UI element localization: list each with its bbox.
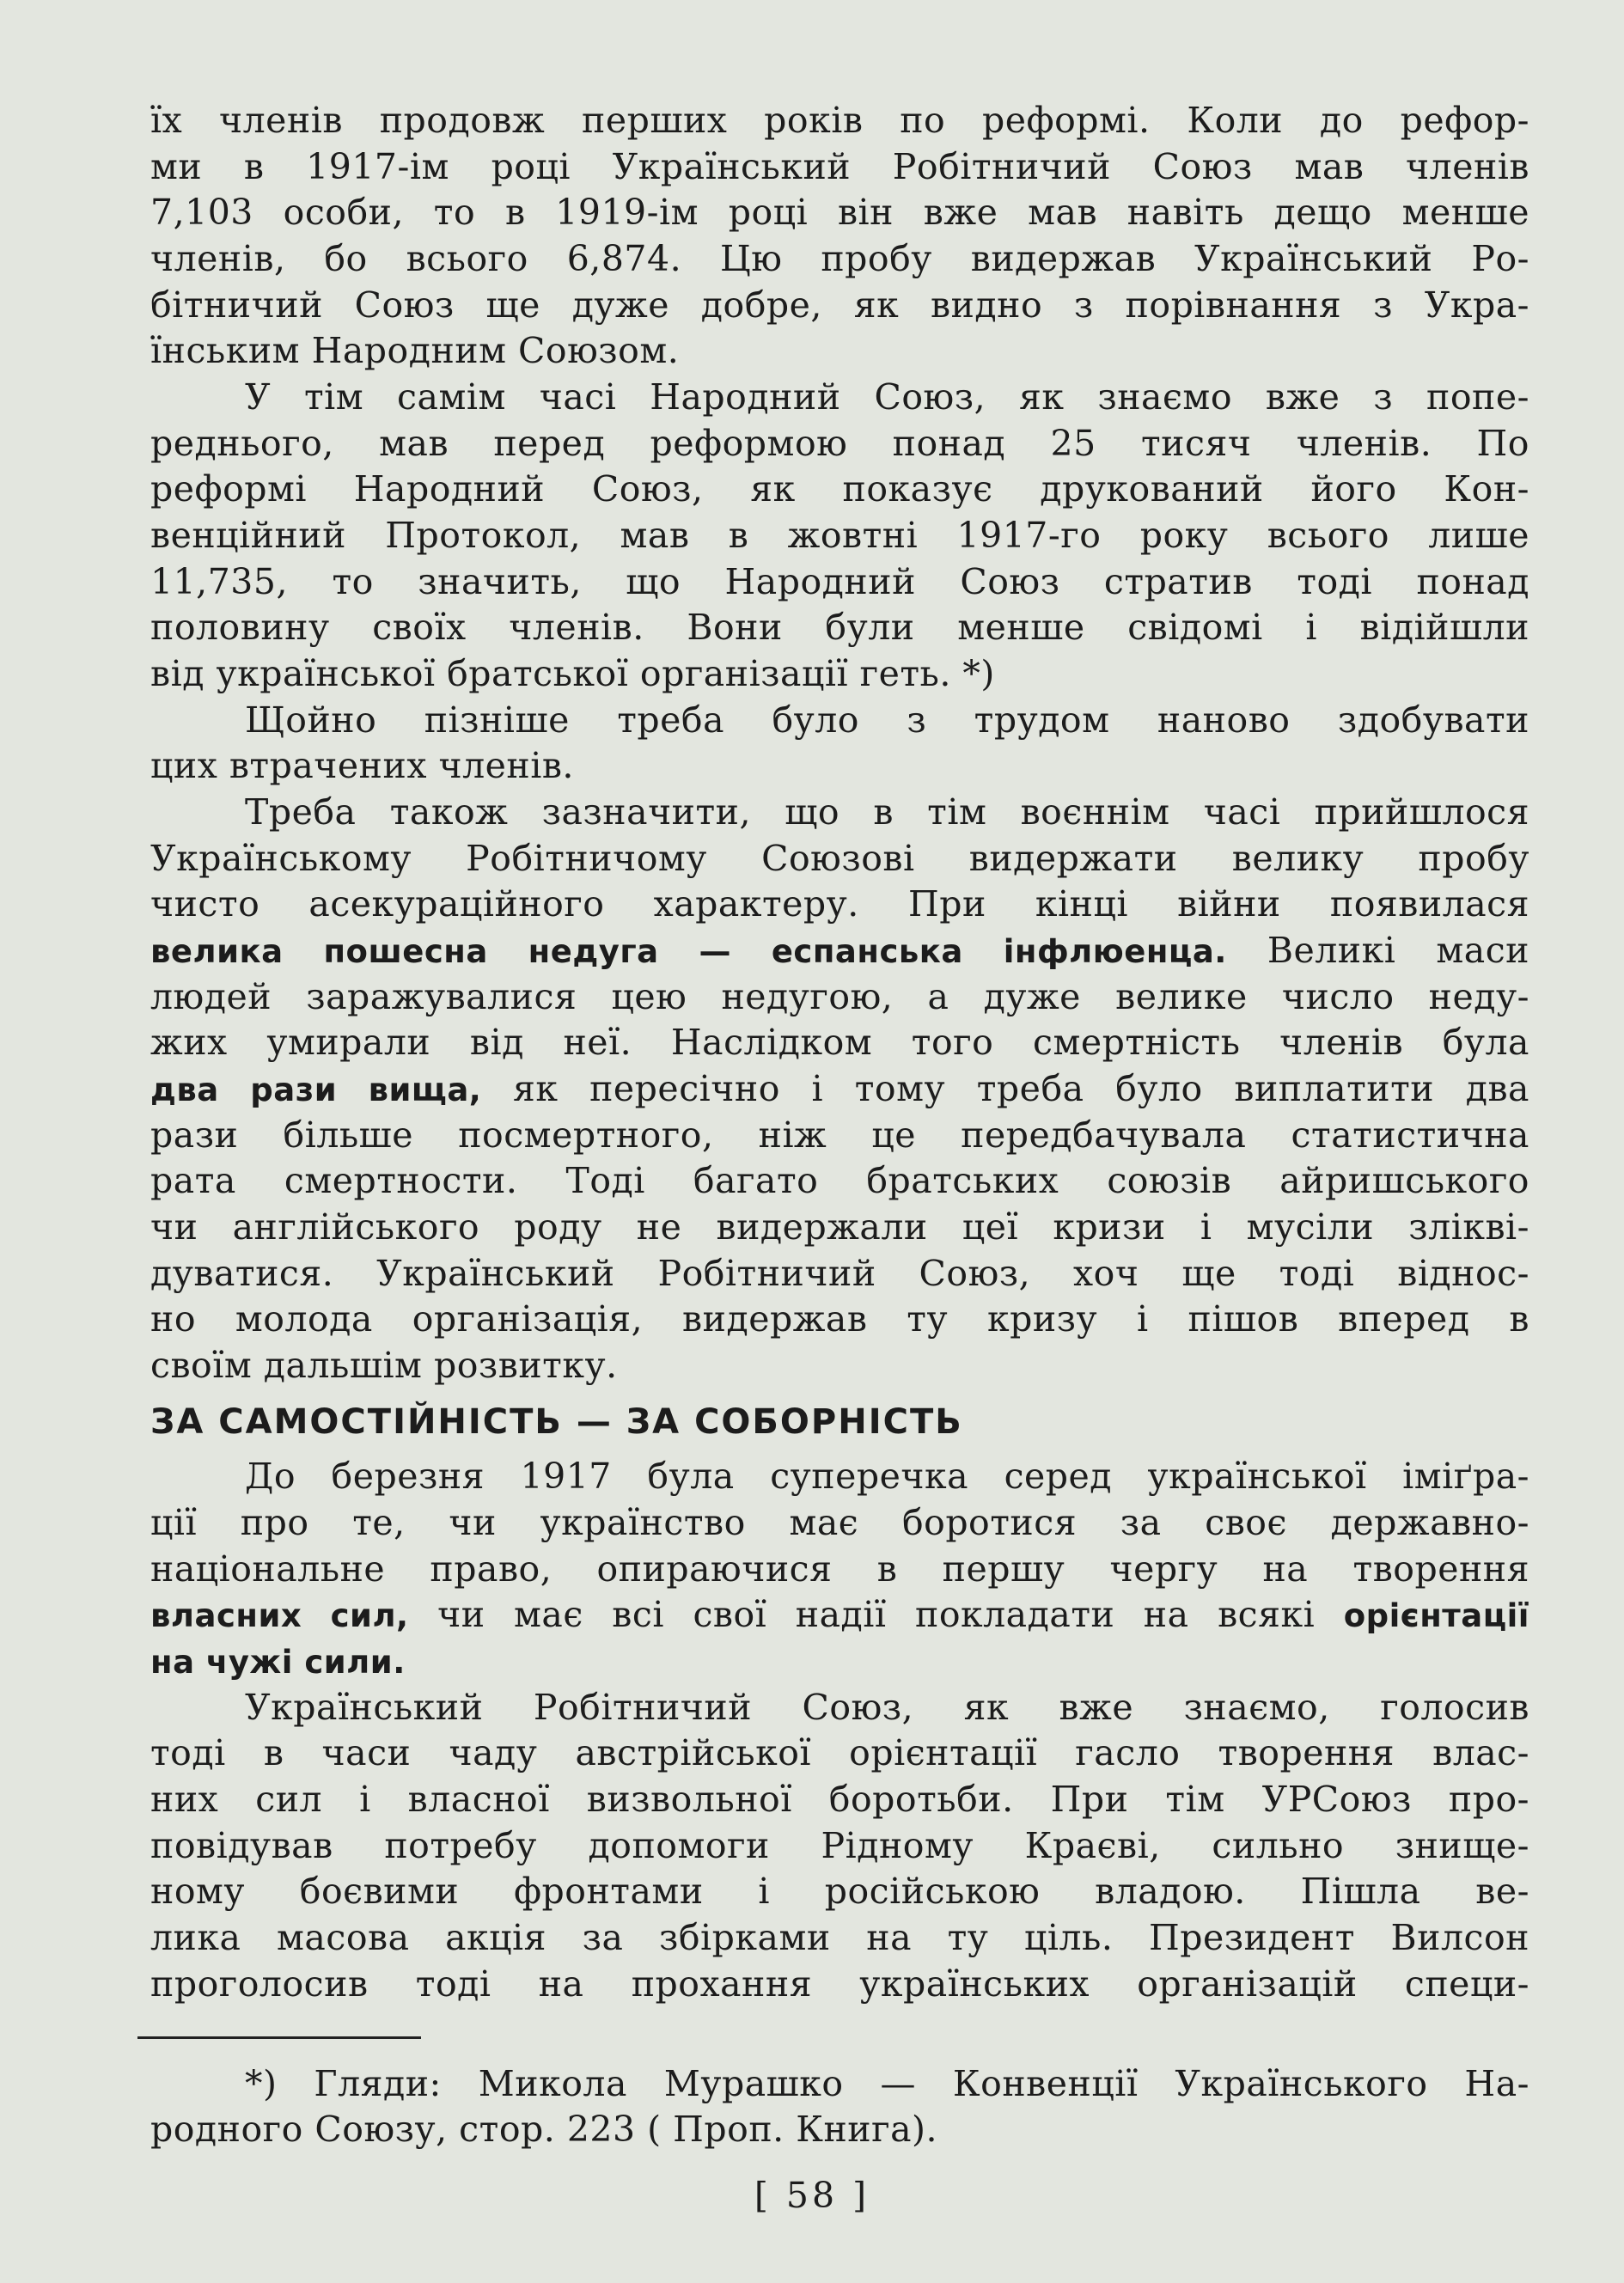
body-line: членів, бо всього 6,874. Цю пробу видержав Український Ро-: [150, 238, 1529, 279]
footnote-line: *) Гляди: Микола Мурашко — Конвенції Українського На-: [245, 2063, 1529, 2104]
bold-phrase: велика пошесна недуга — еспанська інфлюенца.: [150, 933, 1227, 970]
body-line: їх членів продовж перших років по реформі. Коли до рефор-: [150, 100, 1529, 141]
body-line: До березня 1917 була суперечка серед української іміґра-: [245, 1456, 1529, 1497]
body-line: людей заражувалися цею недугою, а дуже велике число неду-: [150, 976, 1529, 1017]
body-line: чи англійського роду не видержали цеї кризи і мусіли злікві-: [150, 1206, 1529, 1248]
body-line: бітничий Союз ще дуже добре, як видно з порівнання з Укра-: [150, 284, 1529, 326]
body-line: дуватися. Український Робітничий Союз, хоч ще тоді віднос-: [150, 1253, 1529, 1294]
body-line: 11,735, то значить, що Народний Союз стратив тоді понад: [150, 561, 1529, 602]
text-run: як пересічно і тому треба було виплатити два: [481, 1068, 1529, 1109]
section-heading: ЗА САМОСТІЙНІСТЬ — ЗА СОБОРНІСТЬ: [150, 1402, 963, 1442]
body-line: своїм дальшім розвитку.: [150, 1345, 618, 1386]
body-line: їнським Народним Союзом.: [150, 330, 680, 371]
body-line: ному боєвими фронтами і російською владою. Пішла ве-: [150, 1871, 1529, 1912]
body-line: Українському Робітничому Союзові видержати велику пробу: [150, 838, 1529, 879]
body-line: них сил і власної визвольної боротьби. При тім УРСоюз про-: [150, 1779, 1529, 1820]
body-line: рази більше посмертного, ніж це передбачувала статистична: [150, 1114, 1529, 1156]
body-line: 7,103 особи, то в 1919-ім році він вже мав навіть дещо менше: [150, 192, 1529, 233]
body-line: У тім самім часі Народний Союз, як знаємо вже з попе-: [245, 376, 1529, 418]
body-line: рата смертности. Тоді багато братських союзів айришського: [150, 1160, 1529, 1201]
body-line: реформі Народний Союз, як показує друкований його Кон-: [150, 468, 1529, 510]
body-line: національне право, опираючися в першу чергу на творення: [150, 1548, 1529, 1590]
body-line: [150, 1593, 1529, 1636]
body-line: проголосив тоді на прохання українських організацій специ-: [150, 1963, 1529, 2005]
body-line: реднього, мав перед реформою понад 25 тисяч членів. По: [150, 423, 1529, 464]
body-line: Щойно пізніше треба було з трудом наново здобувати: [245, 699, 1529, 741]
body-line: венційний Протокол, мав в жовтні 1917-го року всього лише: [150, 515, 1529, 556]
footnote-line: родного Союзу, стор. 223 ( Проп. Книга).: [150, 2109, 938, 2150]
body-line: ми в 1917-ім році Український Робітничий Союз мав членів: [150, 146, 1529, 187]
body-line: [150, 1067, 1529, 1110]
body-line: лика масова акція за збірками на ту ціль. Президент Вилсон: [150, 1917, 1529, 1958]
bold-phrase: власних сил,: [150, 1597, 409, 1634]
bold-phrase: на чужі сили.: [150, 1644, 406, 1681]
text-run: Великі маси: [1226, 930, 1529, 971]
body-line: від української братської організації геть. *): [150, 653, 995, 694]
text-run: чи має всі свої надії покладати на всякі: [408, 1594, 1344, 1635]
body-line: но молода організація, видержав ту кризу і пішов вперед в: [150, 1298, 1529, 1340]
bold-phrase: два рази вища,: [150, 1071, 482, 1108]
body-line: цих втрачених членів.: [150, 745, 574, 786]
body-line: ції про те, чи українство має боротися за своє державно-: [150, 1502, 1529, 1543]
body-line: Треба також зазначити, що в тім воєннім часі прийшлося: [245, 791, 1529, 833]
footnote-rule: [137, 2036, 421, 2039]
body-line: [150, 1639, 1529, 1682]
body-line: [150, 929, 1529, 972]
body-line: половину своїх членів. Вони були менше свідомі і відійшли: [150, 607, 1529, 648]
body-line: Український Робітничий Союз, як вже знаємо, голосив: [245, 1687, 1529, 1728]
body-line: повідував потребу допомоги Рідному Краєві, сильно знище-: [150, 1825, 1529, 1866]
body-line: чисто асекураційного характеру. При кінці війни появилася: [150, 883, 1529, 925]
page-number: [ 58 ]: [754, 2175, 870, 2216]
body-line: жих умирали від неї. Наслідком того смертність членів була: [150, 1022, 1529, 1063]
body-line: тоді в часи чаду австрійської орієнтації гасло творення влас-: [150, 1732, 1529, 1773]
bold-phrase: орієнтації: [1343, 1597, 1529, 1634]
